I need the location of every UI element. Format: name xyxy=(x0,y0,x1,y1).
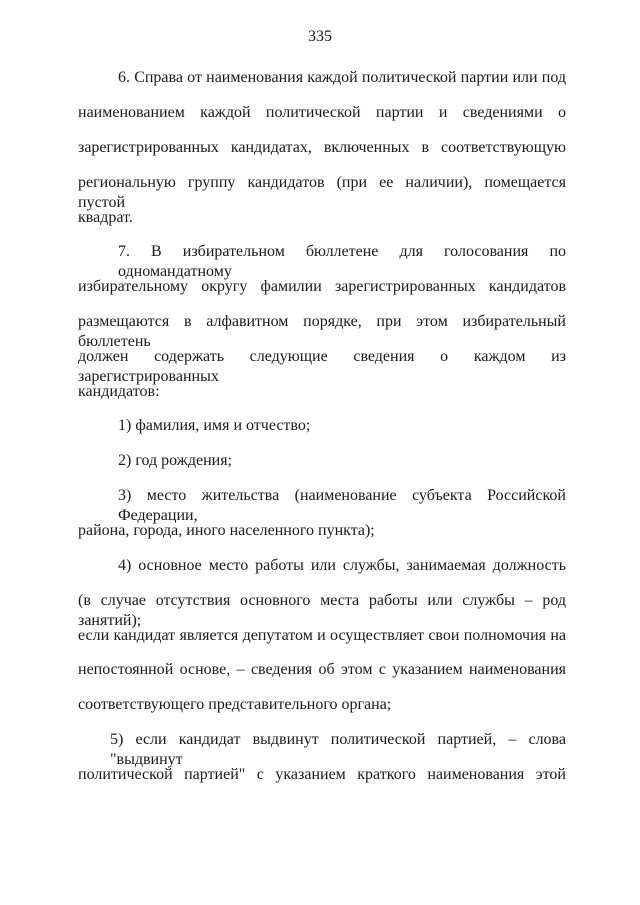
text-line: (в случае отсутствия основного места работы или службы – род занятий); xyxy=(78,592,566,629)
text-line: зарегистрированных кандидатах, включенных в соответствующую xyxy=(78,139,566,156)
page-number: 335 xyxy=(308,28,332,45)
text-line: должен содержать следующие сведения о каждом из зарегистрированных xyxy=(78,348,566,385)
text-line: кандидатов: xyxy=(78,383,160,400)
text-line: региональную группу кандидатов (при ее наличии), помещается пустой xyxy=(78,174,566,211)
list-item: 3) место жительства (наименование субъекта Российской Федерации, xyxy=(118,487,566,524)
text-line: если кандидат является депутатом и осуществляет свои полномочия на xyxy=(78,627,566,644)
text-line: размещаются в алфавитном порядке, при этом избирательный бюллетень xyxy=(78,313,566,350)
text-line: квадрат. xyxy=(78,209,133,226)
text-line: наименованием каждой политической партии и сведениями о xyxy=(78,104,566,121)
text-line: 7. В избирательном бюллетене для голосования по одномандатному xyxy=(118,243,566,280)
list-item: 2) год рождения; xyxy=(118,452,232,469)
list-item: 4) основное место работы или службы, занимаемая должность xyxy=(118,557,566,574)
text-line: политической партией" с указанием краткого наименования этой xyxy=(78,766,566,783)
text-line: избирательному округу фамилии зарегистрированных кандидатов xyxy=(78,278,566,295)
text-line: 6. Справа от наименования каждой политической партии или под xyxy=(118,69,566,86)
list-item: 5) если кандидат выдвинут политической партией, – слова "выдвинут xyxy=(110,731,566,768)
text-line: района, города, иного населенного пункта); xyxy=(78,522,375,539)
list-item: 1) фамилия, имя и отчество; xyxy=(118,417,311,434)
text-line: непостоянной основе, – сведения об этом с указанием наименования xyxy=(78,661,566,678)
text-line: соответствующего представительного органа; xyxy=(78,696,392,713)
